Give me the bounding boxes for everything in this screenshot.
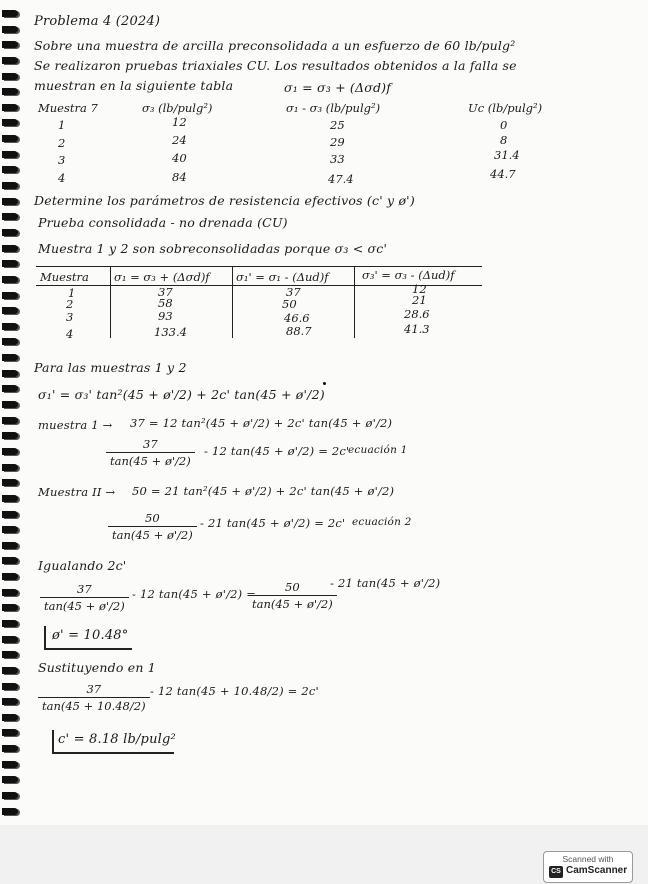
scanned-with-text: Scanned with <box>562 854 614 864</box>
c-result: c' = 8.18 lb/pulg² <box>58 732 176 747</box>
table2-col-divider <box>232 266 233 338</box>
para-muestras-text: Para las muestras 1 y 2 <box>34 360 187 375</box>
fraction-denominator: tan(45 + 10.48/2) <box>38 697 150 713</box>
table2-cell: 133.4 <box>154 325 187 339</box>
table1-cell: 24 <box>172 133 187 147</box>
determine-text: Determine los parámetros de resistencia efectivos (c' y ø') <box>34 193 415 208</box>
table2-col-divider <box>354 266 355 338</box>
equated-middle: - 12 tan(45 + ø'/2) = <box>132 587 257 601</box>
table2-header-sigma1-eff: σ₁' = σ₁ - (Δud)f <box>236 270 329 284</box>
formula-sigma1: σ₁ = σ₃ + (Δσd)f <box>284 80 392 95</box>
table1-header-muestra: Muestra 7 <box>38 101 98 115</box>
table2-header-muestra: Muestra <box>40 270 89 284</box>
table1-header-deviator: σ₁ - σ₃ (lb/pulg²) <box>286 101 381 115</box>
fraction-numerator: 37 <box>77 582 92 596</box>
muestra1-label: muestra 1 → <box>38 418 113 432</box>
table2-header-sigma3-eff: σ₃' = σ₃ - (Δud)f <box>362 268 455 282</box>
sustituyendo-text: Sustituyendo en 1 <box>38 660 156 675</box>
table2-cell: 41.3 <box>404 322 430 336</box>
substituted-rest: - 12 tan(45 + 10.48/2) = 2c' <box>150 684 319 698</box>
table1-cell: 8 <box>500 133 508 147</box>
camscanner-logo-icon: CS <box>549 866 563 878</box>
table1-cell: 25 <box>330 118 345 132</box>
muestra2-label: Muestra II → <box>38 485 116 499</box>
problem-line-1: Sobre una muestra de arcilla preconsolidada a un esfuerzo de 60 lb/pulg² <box>34 38 516 53</box>
fraction-numerator: 37 <box>143 437 158 451</box>
table1-cell: 4 <box>58 171 66 185</box>
general-equation: σ₁' = σ₃' tan²(45 + ø'/2) + 2c' tan(45 + ø'/2) <box>38 387 325 402</box>
table2-cell: 88.7 <box>286 324 312 338</box>
table1-header-sigma3: σ₃ (lb/pulg²) <box>142 101 213 115</box>
table1-cell: 33 <box>330 152 345 166</box>
table2-cell: 12 <box>412 282 427 296</box>
table2-header-sigma1: σ₁ = σ₃ + (Δσd)f <box>114 270 210 284</box>
problem-line-3: muestran en la siguiente tabla <box>34 78 234 93</box>
prueba-text: Prueba consolidada - no drenada (CU) <box>38 215 288 230</box>
table2-cell: 37 <box>286 285 301 299</box>
table2-cell: 46.6 <box>284 311 310 325</box>
muestra1-fraction <box>106 437 195 468</box>
table2-cell: 3 <box>66 310 74 324</box>
igualando-text: Igualando 2c' <box>38 558 127 573</box>
fraction-numerator: 50 <box>145 511 160 525</box>
camscanner-watermark <box>543 851 633 883</box>
table1-cell: 1 <box>58 118 66 132</box>
phi-result: ø' = 10.48° <box>52 628 129 643</box>
table1-cell: 3 <box>58 153 66 167</box>
table2-cell: 28.6 <box>404 307 430 321</box>
table2-cell: 50 <box>282 297 297 311</box>
equated-end: - 21 tan(45 + ø'/2) <box>330 576 441 590</box>
problem-title: Problema 4 (2024) <box>34 14 161 29</box>
table2-top-border <box>36 266 482 267</box>
table1-cell: 12 <box>172 115 187 129</box>
table2-cell: 37 <box>158 285 173 299</box>
table1-cell: 31.4 <box>494 148 520 162</box>
table2-cell: 2 <box>66 297 74 311</box>
ink-dot <box>323 382 326 385</box>
table2-cell: 58 <box>158 296 173 310</box>
table1-cell: 44.7 <box>490 167 516 181</box>
muestra1-rest: - 12 tan(45 + ø'/2) = 2c' <box>204 444 350 458</box>
fraction-denominator: tan(45 + ø'/2) <box>106 452 195 468</box>
ecuacion2-tag: ecuación 2 <box>352 516 412 528</box>
muestra2-rest: - 21 tan(45 + ø'/2) = 2c' <box>200 516 346 530</box>
table1-cell: 40 <box>172 151 187 165</box>
muestra1-equation: 37 = 12 tan²(45 + ø'/2) + 2c' tan(45 + ø'/2) <box>130 416 393 430</box>
spiral-binding <box>0 10 26 815</box>
ecuacion1-tag: ecuación 1 <box>348 444 408 456</box>
muestra2-equation: 50 = 21 tan²(45 + ø'/2) + 2c' tan(45 + ø'/2) <box>132 484 395 498</box>
muestra2-fraction <box>108 511 197 542</box>
fraction-numerator: 50 <box>285 580 300 594</box>
table1-cell: 2 <box>58 136 66 150</box>
table2-cell: 1 <box>68 286 76 300</box>
fraction-numerator: 37 <box>86 682 102 696</box>
table1-cell: 84 <box>172 170 187 184</box>
fraction-denominator: tan(45 + ø'/2) <box>248 595 337 611</box>
substituted-fraction <box>38 682 150 713</box>
table2-cell: 4 <box>66 327 74 341</box>
fraction-denominator: tan(45 + ø'/2) <box>40 597 129 613</box>
equated-fraction-right <box>248 580 337 611</box>
problem-line-2: Se realizaron pruebas triaxiales CU. Los resultados obtenidos a la falla se <box>34 58 517 73</box>
table1-cell: 29 <box>330 135 345 149</box>
table1-cell: 0 <box>500 118 508 132</box>
table1-header-uc: Uc (lb/pulg²) <box>468 101 543 115</box>
equated-fraction-left <box>40 582 129 613</box>
table2-col-divider <box>110 266 111 338</box>
camscanner-brand: CamScanner <box>566 865 628 876</box>
table2-cell: 21 <box>412 293 427 307</box>
table2-cell: 93 <box>158 309 173 323</box>
table1-cell: 47.4 <box>328 172 354 186</box>
muestras-text: Muestra 1 y 2 son sobreconsolidadas porque σ₃ < σc' <box>38 241 388 256</box>
fraction-denominator: tan(45 + ø'/2) <box>108 526 197 542</box>
